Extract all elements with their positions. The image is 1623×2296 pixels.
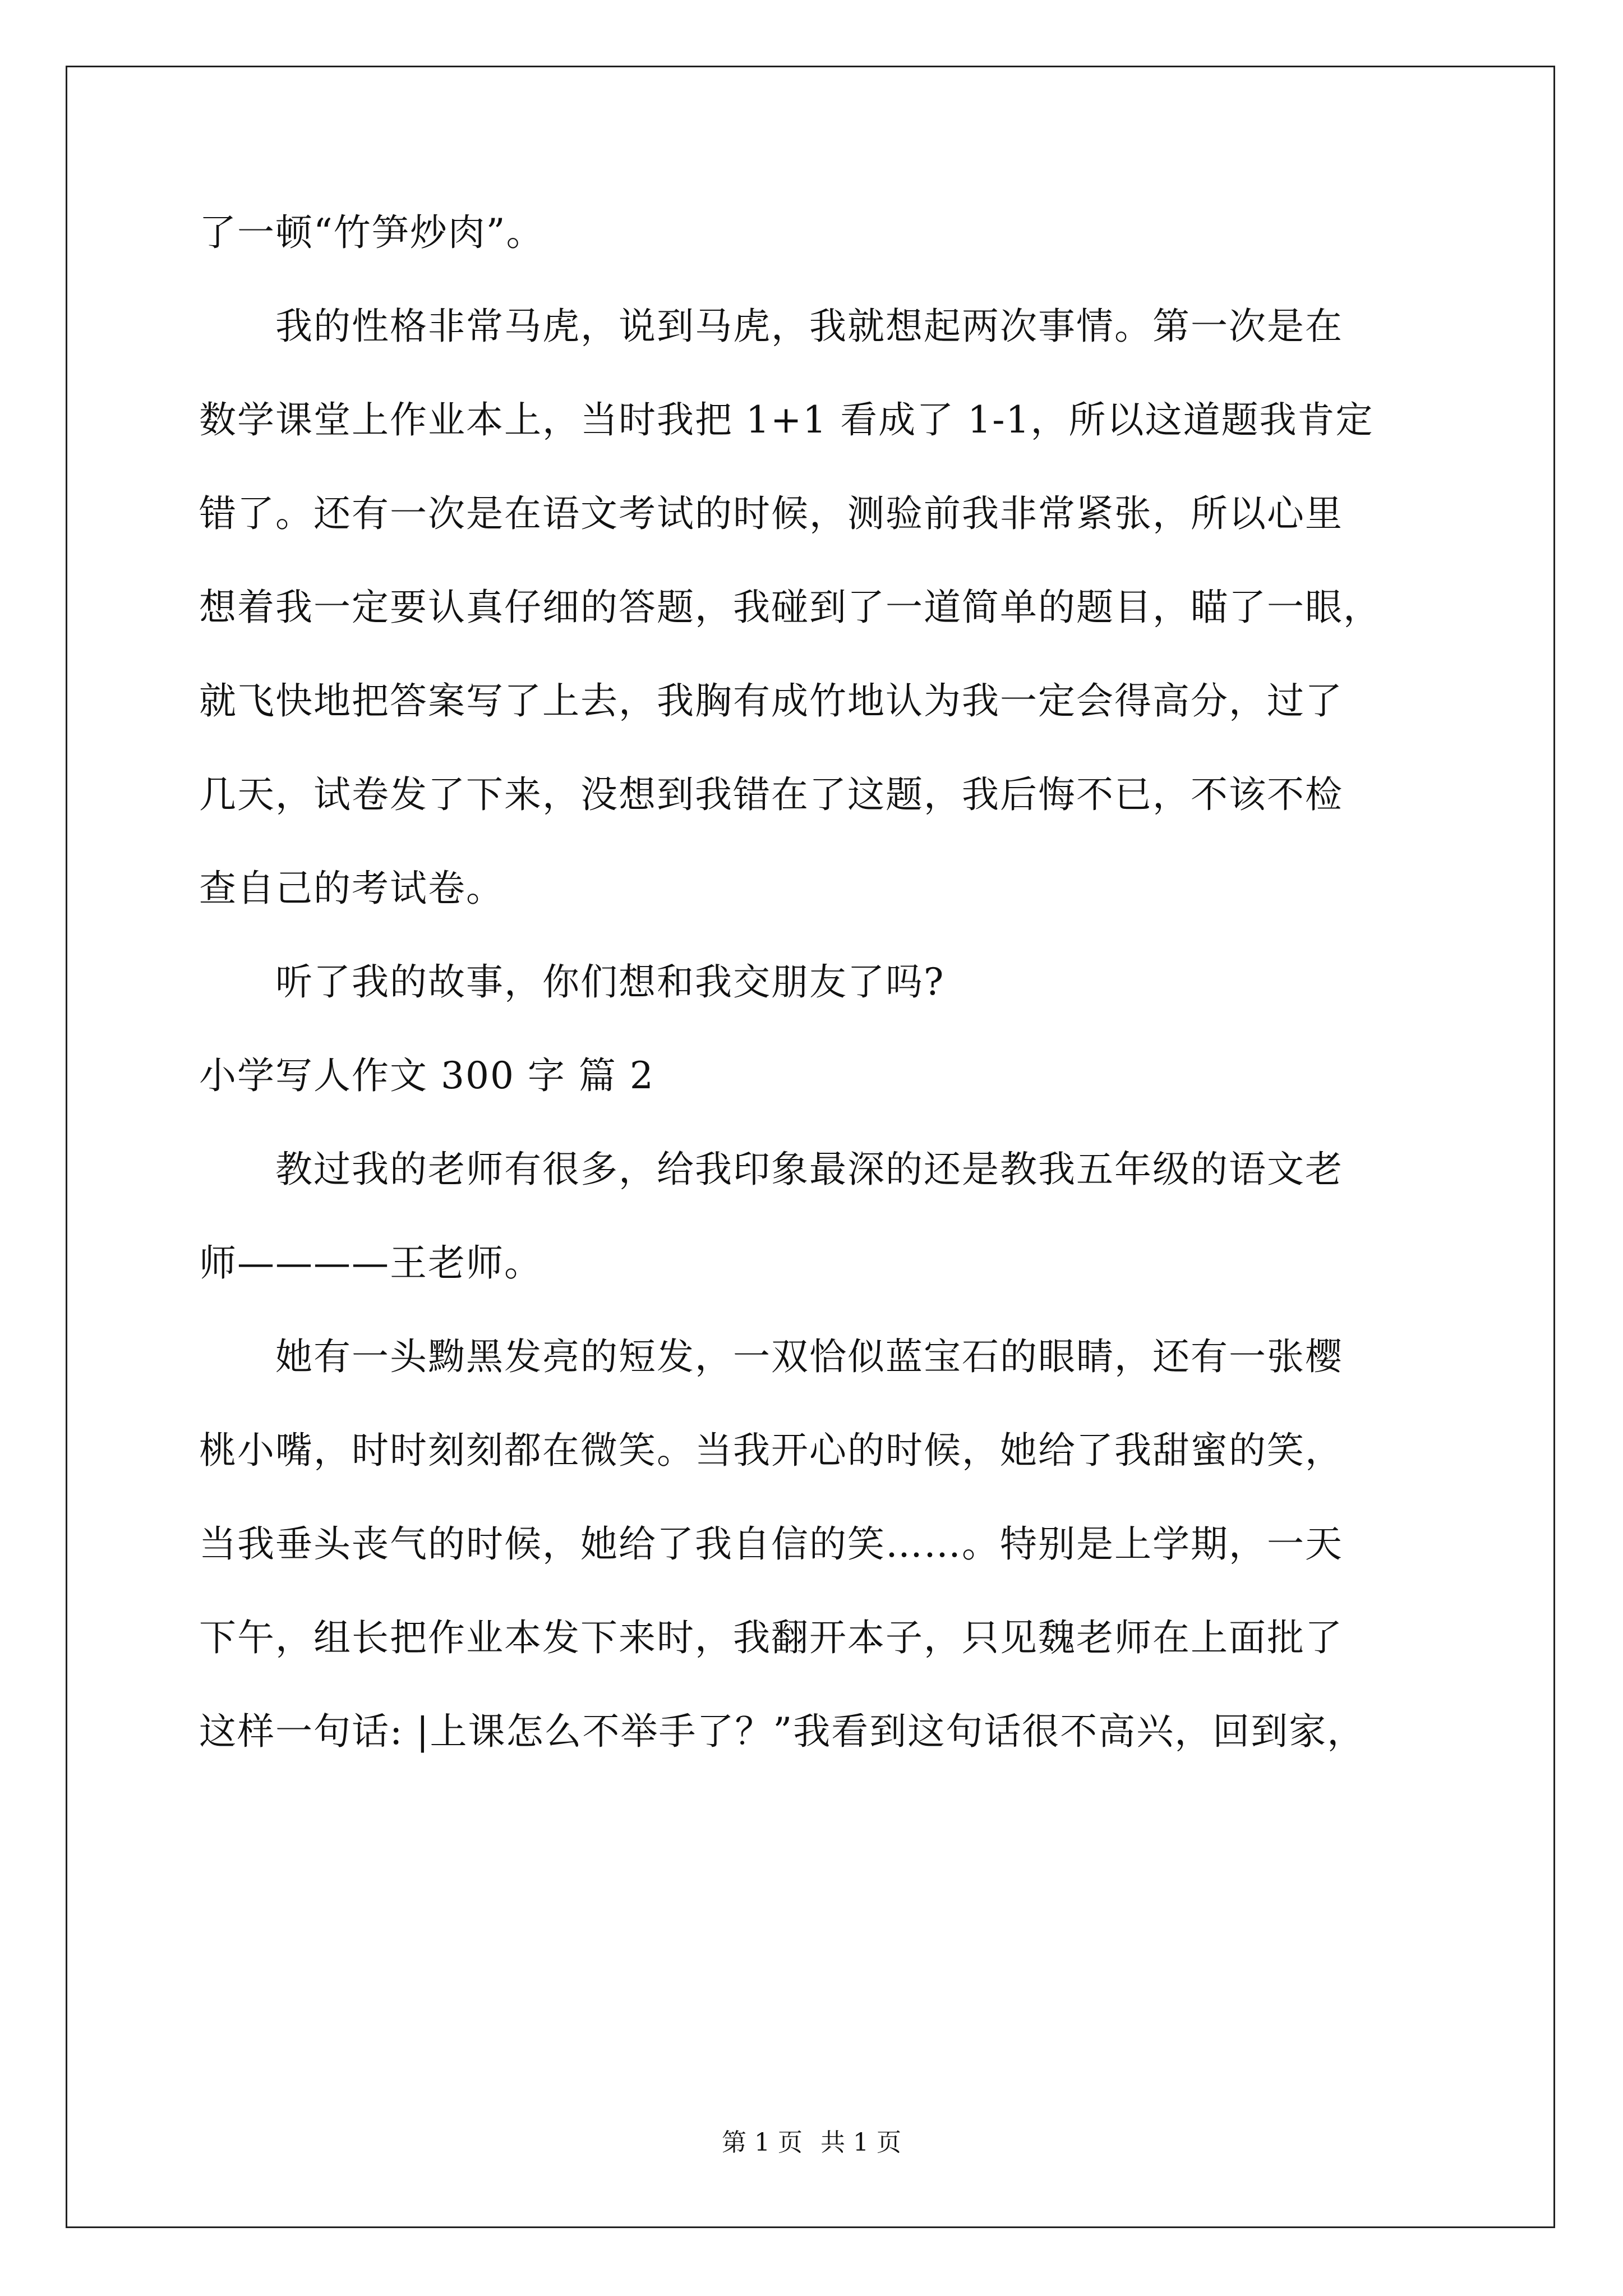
text-line: 她有一头黝黑发亮的短发，一双恰似蓝宝石的眼睛，还有一张樱 (199, 1335, 1343, 1378)
text-line: 听了我的故事，你们想和我交朋友了吗? (199, 960, 945, 1004)
text-line: 错了。还有一次是在语文考试的时候，测验前我非常紧张，所以心里 (199, 492, 1343, 535)
text-line: 桃小嘴，时时刻刻都在微笑。当我开心的时候，她给了我甜蜜的笑， (199, 1429, 1343, 1472)
page-total: 共 1 页 (820, 2128, 901, 2157)
section-heading: 小学写人作文 300 字 篇 2 (199, 1054, 654, 1097)
page-number: 第 1 页 (722, 2128, 803, 2157)
text-line: 下午，组长把作业本发下来时，我翻开本子，只见魏老师在上面批了 (199, 1616, 1343, 1659)
text-line: 师————王老师。 (199, 1241, 542, 1285)
text-line: 我的性格非常马虎，说到马虎，我就想起两次事情。第一次是在 (199, 305, 1343, 348)
text-line: 这样一句话: |上课怎么不举手了？”我看到这句话很不高兴，回到家， (199, 1710, 1366, 1753)
text-line: 当我垂头丧气的时候，她给了我自信的笑……。特别是上学期，一天 (199, 1522, 1343, 1566)
text-line: 想着我一定要认真仔细的答题，我碰到了一道简单的题目，瞄了一眼， (199, 586, 1381, 629)
text-line: 数学课堂上作业本上，当时我把 1+1 看成了 1-1，所以这道题我肯定 (199, 398, 1374, 441)
text-line: 了一顿“竹笋炒肉”。 (199, 211, 545, 254)
text-line: 几天，试卷发了下来，没想到我错在了这题，我后悔不已，不该不检 (199, 773, 1343, 816)
text-line: 教过我的老师有很多，给我印象最深的还是教我五年级的语文老 (199, 1148, 1343, 1191)
page-footer (0, 2129, 1623, 2157)
text-line: 就飞快地把答案写了上去，我胸有成竹地认为我一定会得高分，过了 (199, 679, 1343, 723)
text-line: 查自己的考试卷。 (199, 867, 504, 910)
